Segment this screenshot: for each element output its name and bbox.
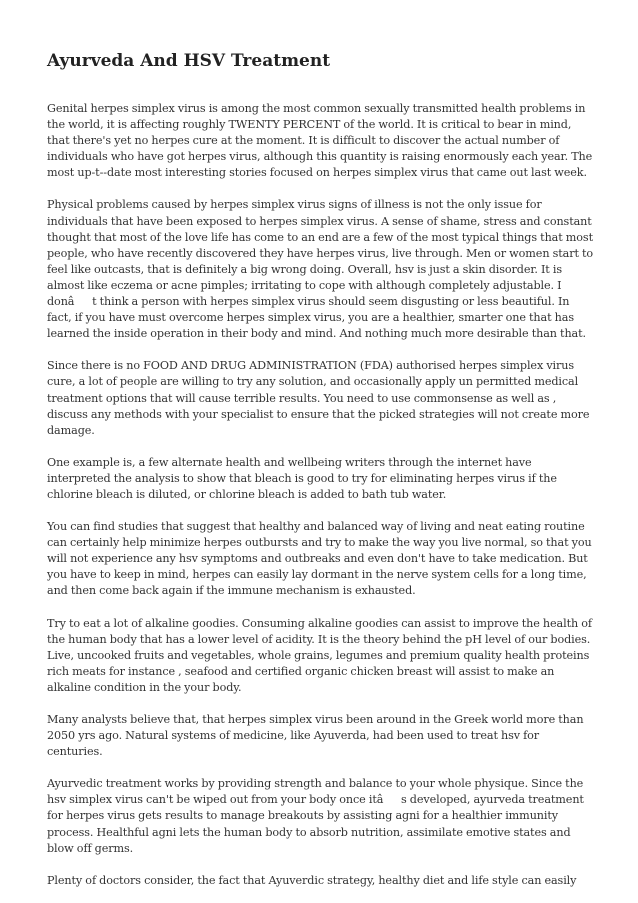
document-page: [47, 42, 595, 889]
document-title: Ayurveda And HSV Treatment: [47, 51, 331, 71]
paragraph-9: Plenty of doctors consider, the fact that Ayuverdic strategy, healthy diet and life style can easily: [47, 873, 577, 887]
paragraph-7: Many analysts believe that, that herpes simplex virus been around in the Greek world more than 2050 yrs ago. Natural systems of medicine, like Ayuverda, had been used to treat hsv for centuries.: [47, 713, 584, 759]
paragraph-4: One example is, a few alternate health and wellbeing writers through the internet have interpreted the analysis to show that bleach is good to try for eliminating herpes virus if the chlorine bleach is diluted, or chlorine bleach is added to bath tub water.: [47, 455, 557, 501]
paragraph-2: Physical problems caused by herpes simplex virus signs of illness is not the only issue for individuals that have been exposed to herpes simplex virus. A sense of shame, stress and constant thought that most of the love life has come to an end are a few of the most typical things that most people, who have recently discovered they have herpes virus, live through. Men or women start to feel like outcasts, that is definitely a big wrong doing. Overall, hsv is just a skin disorder. It is almost like eczema or acne pimples; irritating to cope with although completely adjustable. I donât think a person with herpes simplex virus should seem disgusting or less beautiful. In fact, if you have must overcome herpes simplex virus, you are a healthier, smarter one that has learned the inside operation in their body and mind. And nothing much more desirable than that.: [47, 198, 594, 341]
paragraph-3: Since there is no FOOD AND DRUG ADMINISTRATION (FDA) authorised herpes simplex virus cure, a lot of people are willing to try any solution, and occasionally apply un permitted medical treatment options that will cause terrible results. You need to use commonsense as well as , discuss any methods with your specialist to ensure that the picked strategies will not create more damage.: [47, 359, 590, 437]
paragraph-6: Try to eat a lot of alkaline goodies. Consuming alkaline goodies can assist to improve the health of the human body that has a lower level of acidity. It is the theory behind the pH level of our bodies. Live, uncooked fruits and vegetables, whole grains, legumes and premium quality health proteins rich meats for instance , seafood and certified organic chicken breast will assist to make an alkaline condition in the your body.: [47, 616, 592, 694]
paragraph-5: You can find studies that suggest that healthy and balanced way of living and neat eating routine can certainly help minimize herpes outbursts and try to make the way you live normal, so that you will not experience any hsv symptoms and outbreaks and even don't have to take medication. But you have to keep in mind, herpes can easily lay dormant in the nerve system cells for a long time, and then come back again if the immune mechanism is exhausted.: [47, 520, 592, 598]
paragraph-1: Genital herpes simplex virus is among the most common sexually transmitted health problems in the world, it is affecting roughly TWENTY PERCENT of the world. It is critical to bear in mind, that there's yet no herpes cure at the moment. It is difficult to discover the actual number of individuals who have got herpes virus, although this quantity is raising enormously each year. The most up-t--date most interesting stories focused on herpes simplex virus that came out last week.: [47, 102, 593, 180]
paragraph-8: Ayurvedic treatment works by providing strength and balance to your whole physique. Since the hsv simplex virus can't be wiped out from your body once itâs developed, ayurveda treatment for herpes virus gets results to manage breakouts by assisting agni for a healthier immunity process. Healthful agni lets the human body to absorb nutrition, assimilate emotive states and blow off germs.: [47, 777, 584, 855]
